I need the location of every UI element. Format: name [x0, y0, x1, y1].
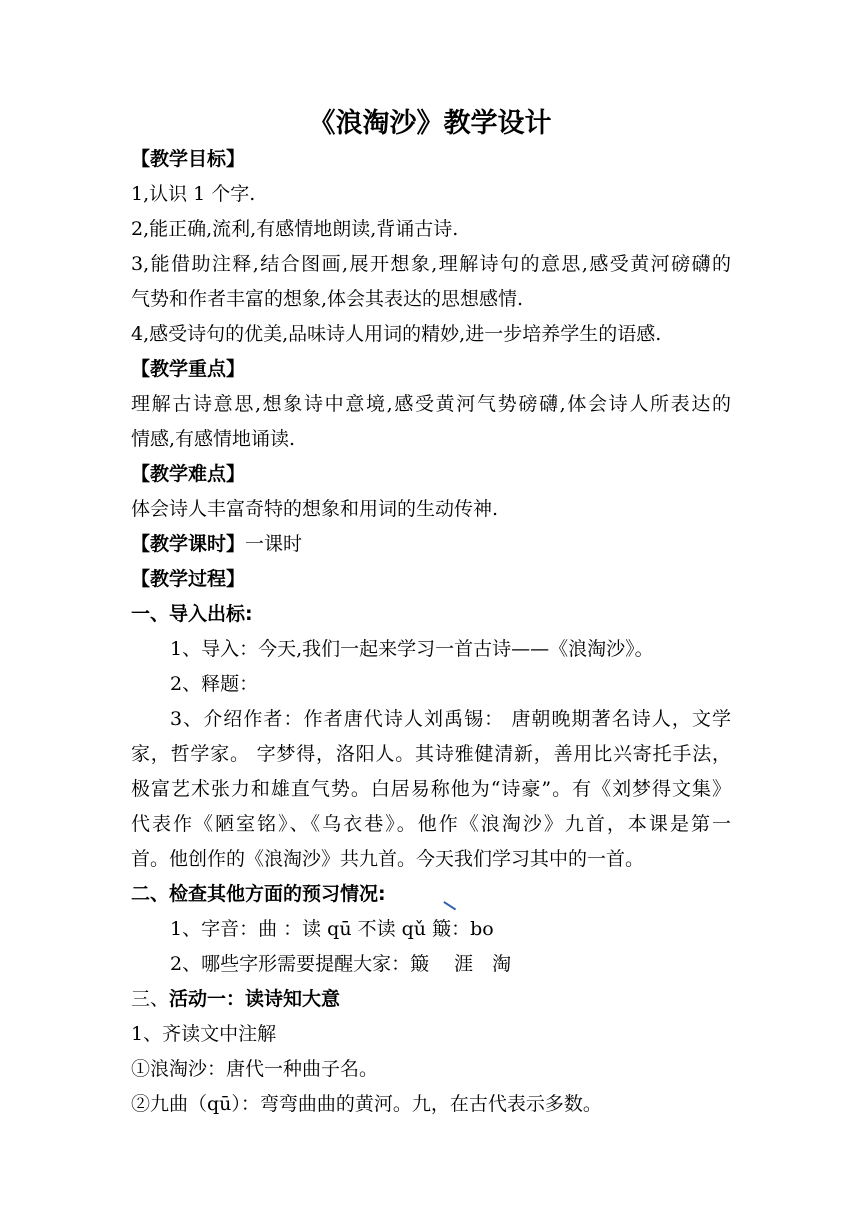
section-1-heading: 一、导入出标:: [131, 603, 253, 625]
objective-item-3-cont: 气势和作者丰富的想象,体会其表达的思想感情.: [131, 288, 524, 310]
section-1-line-5: 极富艺术张力和雄直气势。白居易称他为“诗豪”。有《刘梦得文集》: [131, 778, 731, 800]
difficulties-heading: 【教学难点】: [131, 463, 246, 485]
section-3-line-3: ②九曲（qū）：弯弯曲曲的黄河。九，在古代表示多数。: [131, 1093, 602, 1115]
objectives-heading: 【教学目标】: [131, 148, 246, 170]
key-points-line-1: 理解古诗意思,想象诗中意境,感受黄河气势磅礴,体会诗人所表达的: [131, 393, 731, 415]
section-3-title: 活动一：读诗知大意: [169, 988, 341, 1010]
objective-item-3: 3,能借助注释,结合图画,展开想象,理解诗句的意思,感受黄河磅礴的: [131, 253, 731, 275]
section-1-line-7: 首。他创作的《浪淘沙》共九首。今天我们学习其中的一首。: [131, 848, 645, 870]
section-1-line-1: 1、导入：今天,我们一起来学习一首古诗——《浪淘沙》。: [170, 638, 654, 660]
objective-item-2: 2,能正确,流利,有感情地朗读,背诵古诗.: [131, 218, 459, 240]
objective-item-1: 1,认识 1 个字.: [131, 183, 256, 205]
section-3-heading: [131, 982, 731, 1016]
key-points-line-2: 情感,有感情地诵读.: [131, 428, 296, 450]
section-1-line-6: 代表作《陋室铭》、《乌衣巷》。他作《浪淘沙》九首，本课是第一: [131, 813, 731, 835]
section-2-line-1: 1、字音：曲 ：读 qū 不读 qǔ 簸：bo: [170, 918, 494, 940]
section-2-heading: 二、检查其他方面的预习情况:: [131, 883, 386, 905]
section-3-line-1: 1、齐读文中注解: [131, 1023, 277, 1045]
duration-heading: 【教学课时】: [131, 533, 246, 555]
section-1-line-2: 2、释题：: [170, 673, 259, 695]
section-1-line-3: 3、介绍作者：作者唐代诗人刘禹锡： 唐朝晚期著名诗人，文学: [170, 708, 731, 730]
section-1-line-4: 家，哲学家。 字梦得，洛阳人。其诗雅健清新，善用比兴寄托手法，: [131, 743, 731, 765]
section-3-line-2: ①浪淘沙：唐代一种曲子名。: [131, 1058, 379, 1080]
objective-item-4: 4,感受诗句的优美,品味诗人用词的精妙,进一步培养学生的语感.: [131, 323, 662, 345]
section-2-line-2: 2、哪些字形需要提醒大家：簸 涯 淘: [170, 953, 512, 975]
key-points-heading: 【教学重点】: [131, 358, 246, 380]
duration-value: 一课时: [245, 533, 303, 555]
difficulties-line-1: 体会诗人丰富奇特的想象和用词的生动传神.: [131, 498, 499, 520]
process-heading: 【教学过程】: [131, 568, 246, 590]
page-title: 《浪淘沙》教学设计: [308, 108, 552, 139]
section-3-number: 三、: [131, 988, 170, 1010]
duration-line: [131, 527, 731, 561]
